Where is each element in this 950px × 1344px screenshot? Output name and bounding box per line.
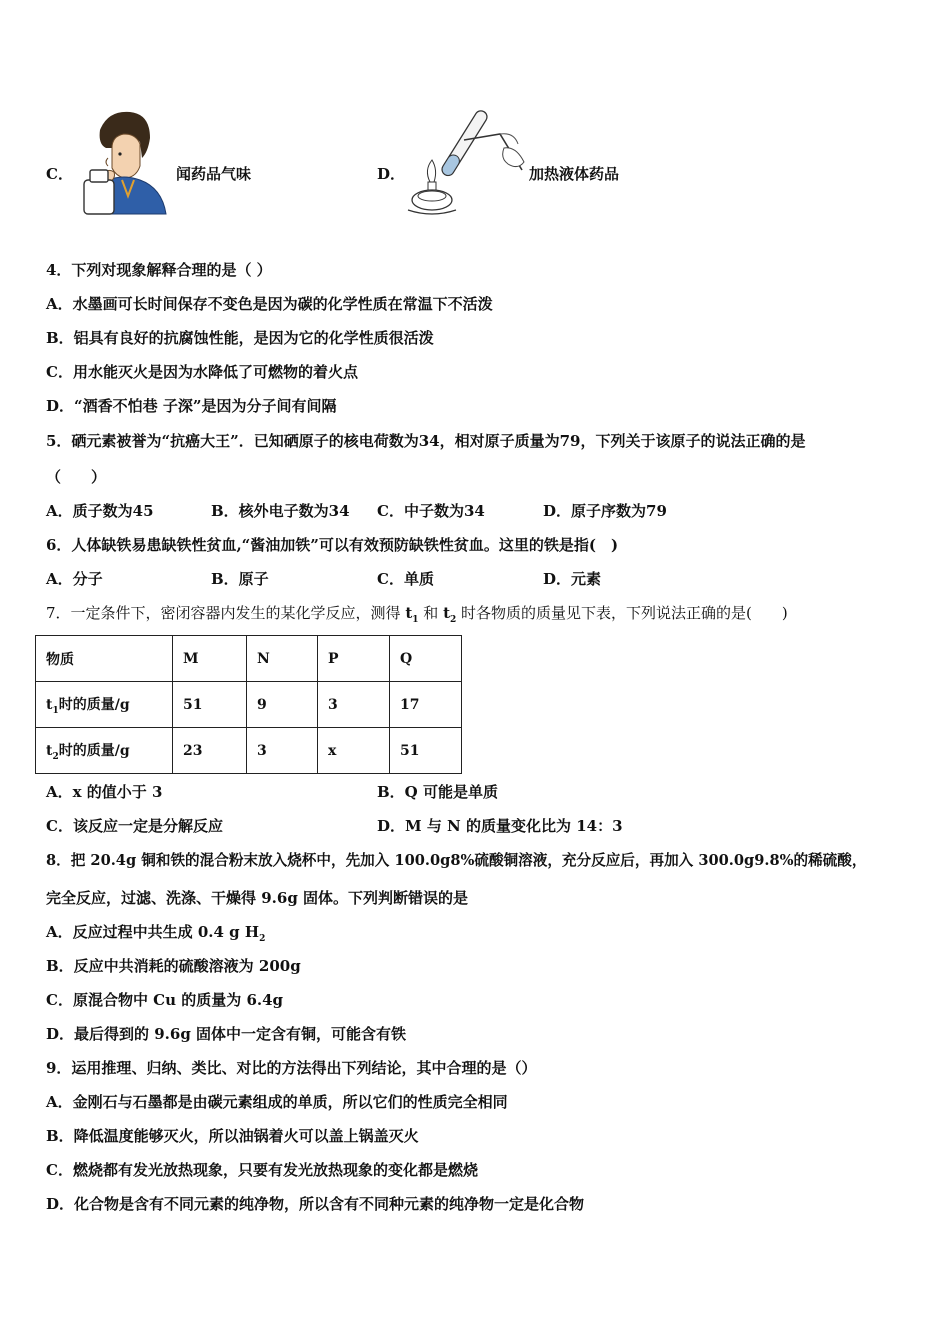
table-row-label: $t_1$时的质量/g: [36, 682, 173, 728]
question-5-stem-cont: （ ）: [46, 468, 107, 486]
table-cell: 23: [173, 728, 247, 774]
question-6-option-a: A．分子: [46, 570, 103, 588]
question-7-option-c: C．该反应一定是分解反应: [46, 817, 223, 835]
option-c-label: C．: [46, 165, 73, 183]
table-header-p: P: [318, 636, 390, 682]
question-7-option-a: A．x 的值小于 3: [46, 783, 163, 801]
smelling-chemical-illustration: [78, 108, 170, 216]
table-cell: 3: [247, 728, 318, 774]
table-row: [36, 728, 462, 774]
table-cell: x: [318, 728, 390, 774]
question-9-option-b: B．降低温度能够灭火，所以油锅着火可以盖上锅盖灭火: [46, 1127, 419, 1145]
question-6-stem: 6．人体缺铁易患缺铁性贫血,“酱油加铁”可以有效预防缺铁性贫血。这里的铁是指( ): [46, 536, 619, 554]
question-6-option-b: B．原子: [211, 570, 269, 588]
table-header-n: N: [247, 636, 318, 682]
question-9-option-d: D．化合物是含有不同元素的纯净物，所以含有不同种元素的纯净物一定是化合物: [46, 1195, 585, 1213]
question-8-stem: 8．把 20.4g 铜和铁的混合粉末放入烧杯中，先加入 100.0g8%硫酸铜溶液，充分反应后，再加入 300.0g9.8%的稀硫酸，: [46, 852, 867, 869]
question-9-option-c: C．燃烧都有发光放热现象，只要有发光放热现象的变化都是燃烧: [46, 1161, 478, 1179]
table-row: [36, 682, 462, 728]
question-4-option-b: B．铝具有良好的抗腐蚀性能，是因为它的化学性质很活泼: [46, 329, 434, 347]
question-5-option-a: A．质子数为45: [46, 502, 154, 520]
question-9-stem: 9．运用推理、归纳、类比、对比的方法得出下列结论，其中合理的是（）: [46, 1059, 537, 1077]
heating-liquid-test-tube-illustration: [404, 104, 528, 222]
question-6-option-c: C．单质: [377, 570, 434, 588]
question-8-option-a: A．反应过程中共生成 0.4 g $H_2$: [46, 923, 266, 944]
table-row: [36, 636, 462, 682]
option-d-label: D．: [377, 165, 406, 183]
question-7-option-d: D．M 与 N 的质量变化比为 14：3: [377, 817, 623, 835]
question-8-option-b: B．反应中共消耗的硫酸溶液为 200g: [46, 957, 301, 975]
question-6-option-d: D．元素: [543, 570, 602, 588]
question-4-option-d: D．“酒香不怕巷 子深”是因为分子间有间隔: [46, 397, 337, 415]
question-4-option-a: A．水墨画可长时间保存不变色是因为碳的化学性质在常温下不活泼: [46, 295, 493, 313]
table-header-q: Q: [390, 636, 462, 682]
question-4-stem: 4．下列对现象解释合理的是（ ）: [46, 261, 272, 279]
table-header-m: M: [173, 636, 247, 682]
question-5-stem: 5．硒元素被誉为“抗癌大王”．已知硒原子的核电荷数为34，相对原子质量为79，下列关于该原子的说法正确的是: [46, 432, 806, 450]
table-cell: 51: [173, 682, 247, 728]
question-8-option-c: C．原混合物中 Cu 的质量为 6.4g: [46, 991, 284, 1009]
question-8-stem-cont: 完全反应，过滤、洗涤、干燥得 9.6g 固体。下列判断错误的是: [46, 889, 469, 907]
option-d-caption: 加热液体药品: [529, 165, 620, 183]
question-9-option-a: A．金刚石与石墨都是由碳元素组成的单质，所以它们的性质完全相同: [46, 1093, 508, 1111]
option-c-caption: 闻药品气味: [176, 165, 252, 183]
question-4-option-c: C．用水能灭火是因为水降低了可燃物的着火点: [46, 363, 358, 381]
table-cell: 3: [318, 682, 390, 728]
table-cell: 9: [247, 682, 318, 728]
table-cell: 51: [390, 728, 462, 774]
question-5-option-c: C．中子数为34: [377, 502, 485, 520]
table-cell: 17: [390, 682, 462, 728]
table-header-substance: 物质: [36, 636, 173, 682]
table-row-label: $t_2$时的质量/g: [36, 728, 173, 774]
question-8-option-d: D．最后得到的 9.6g 固体中一定含有铜，可能含有铁: [46, 1025, 407, 1043]
mass-table: [35, 635, 462, 774]
question-7-option-b: B．Q 可能是单质: [377, 783, 498, 801]
question-5-option-d: D．原子序数为79: [543, 502, 667, 520]
question-7-stem: 7．一定条件下，密闭容器内发生的某化学反应，测得 $t_1$ 和 $t_2$ 时各物质的质量见下表，下列说法正确的是( ): [46, 604, 788, 625]
question-5-option-b: B．核外电子数为34: [211, 502, 350, 520]
